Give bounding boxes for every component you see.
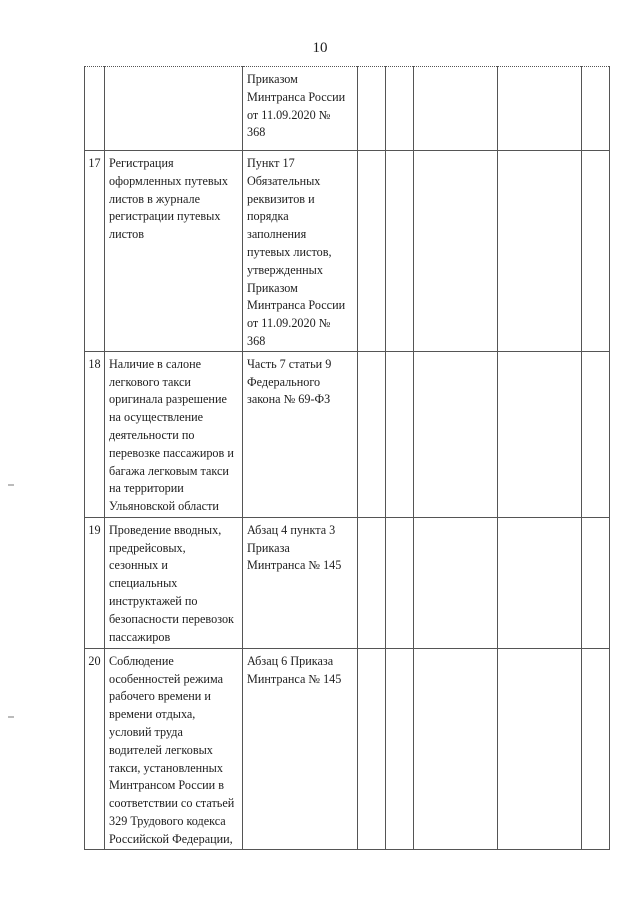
requirement-cell: Соблюдение особенностей режима рабочего времени и времени отдыха, условий труда водителей легковых такси, установленных Минтрансом России в соответствии со статьей 329 Трудового кодекса Российской Федерации, (105, 648, 243, 849)
reference-cell: Часть 7 статьи 9 Федерального закона № 69-ФЗ (243, 351, 358, 517)
empty-cell (498, 648, 582, 849)
scan-artifact (8, 716, 14, 718)
empty-cell (358, 648, 386, 849)
empty-cell (386, 648, 414, 849)
empty-cell (414, 648, 498, 849)
reference-cell: Приказом Минтранса России от 11.09.2020 № 368 (243, 67, 358, 151)
empty-cell (414, 151, 498, 352)
row-number-cell (85, 67, 105, 151)
empty-cell (498, 351, 582, 517)
row-number-cell: 17 (85, 151, 105, 352)
table-row (85, 67, 610, 151)
empty-cell (498, 67, 582, 151)
empty-cell (582, 351, 610, 517)
empty-cell (582, 517, 610, 648)
empty-cell (386, 151, 414, 352)
empty-cell (414, 67, 498, 151)
empty-cell (386, 67, 414, 151)
empty-cell (386, 351, 414, 517)
row-number-cell: 19 (85, 517, 105, 648)
requirement-cell: Наличие в салоне легкового такси оригинала разрешение на осуществление деятельности по перевозке пассажиров и багажа легковым такси на территории Ульяновской области (105, 351, 243, 517)
table-row (85, 151, 610, 352)
empty-cell (582, 648, 610, 849)
table-row (85, 351, 610, 517)
empty-cell (386, 517, 414, 648)
empty-cell (358, 517, 386, 648)
page-number: 10 (312, 40, 328, 56)
inspection-table (84, 66, 610, 850)
requirement-cell (105, 67, 243, 151)
table-row (85, 648, 610, 849)
row-number-cell: 20 (85, 648, 105, 849)
requirement-cell: Регистрация оформленных путевых листов в журнале регистрации путевых листов (105, 151, 243, 352)
scan-artifact (8, 484, 14, 486)
table-row (85, 517, 610, 648)
requirement-cell: Проведение вводных, предрейсовых, сезонных и специальных инструктажей по безопасности перевозок пассажиров (105, 517, 243, 648)
empty-cell (358, 67, 386, 151)
empty-cell (358, 351, 386, 517)
empty-cell (582, 151, 610, 352)
empty-cell (414, 517, 498, 648)
empty-cell (358, 151, 386, 352)
empty-cell (498, 517, 582, 648)
empty-cell (414, 351, 498, 517)
empty-cell (498, 151, 582, 352)
empty-cell (582, 67, 610, 151)
reference-cell: Пункт 17 Обязательных реквизитов и порядка заполнения путевых листов, утвержденных Приказом Минтранса России от 11.09.2020 № 368 (243, 151, 358, 352)
row-number-cell: 18 (85, 351, 105, 517)
reference-cell: Абзац 4 пункта 3 Приказа Минтранса № 145 (243, 517, 358, 648)
reference-cell: Абзац 6 Приказа Минтранса № 145 (243, 648, 358, 849)
